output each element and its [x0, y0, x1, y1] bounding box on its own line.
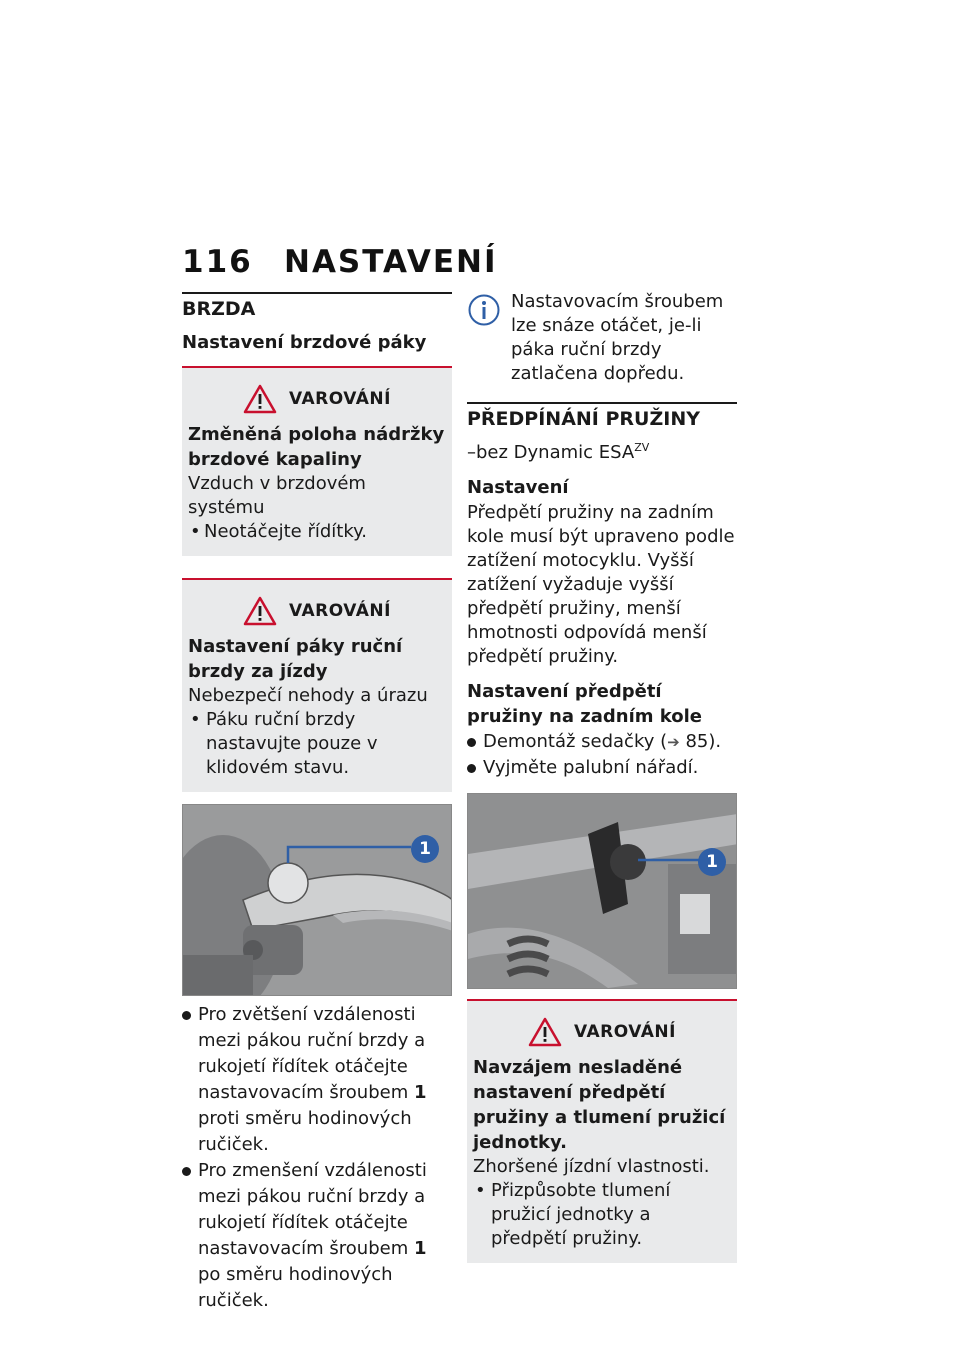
info-icon	[467, 293, 501, 327]
warning-triangle-icon	[528, 1017, 562, 1047]
chapter-title: NASTAVENÍ	[284, 244, 498, 280]
list-item: Pro zmenšení vzdálenosti mezi pákou ruční brzdy a rukojetí řídítek otáčejte nastavovacím šroubem 1 po směru hodinových ručiček.	[182, 1158, 452, 1314]
warning-title: Navzájem nesladěné nastavení předpětí pružiny a tlumení pružicí jednotky.	[473, 1057, 726, 1153]
warning-triangle-icon	[243, 596, 277, 626]
list-item: Demontáž sedačky (➔ 85).	[467, 729, 737, 755]
left-column	[182, 292, 452, 1314]
warning-bullet: • Neotáčejte řídítky.	[188, 520, 446, 544]
list-item: Pro zvětšení vzdálenosti mezi pákou ruční brzdy a rukojetí řídítek otáčejte nastavovacím šroubem 1 proti směru hodinových ručiček.	[182, 1002, 452, 1158]
section-title-spring: PŘEDPÍNÁNÍ PRUŽINY	[467, 408, 700, 430]
warning-box	[467, 1001, 737, 1263]
steps-list	[182, 1002, 452, 1314]
warning-label: VAROVÁNÍ	[289, 601, 391, 621]
right-column	[467, 290, 737, 1273]
warning-box	[182, 580, 452, 792]
info-note	[467, 290, 737, 386]
page-number: 116	[182, 244, 253, 280]
section-rule	[467, 402, 737, 404]
spring-preload-illustration	[468, 794, 737, 988]
page-reference-arrow-icon: ➔	[667, 733, 680, 751]
warning-title: Změněná poloha nádržky brzdové kapaliny	[188, 424, 445, 470]
warning-text: Zhoršené jízdní vlastnosti.	[473, 1156, 710, 1177]
warning-label: VAROVÁNÍ	[289, 389, 391, 409]
warning-header	[188, 378, 446, 420]
warning-triangle-icon	[243, 384, 277, 414]
list-item: Vyjměte palubní nářadí.	[467, 755, 737, 781]
brake-lever-illustration	[183, 805, 452, 995]
warning-bullet: • Páku ruční brzdy nastavujte pouze v klidovém stavu.	[188, 708, 446, 780]
info-text: Nastavovacím šroubem lze snáze otáčet, je-li páka ruční brzdy zatlačena dopředu.	[511, 291, 724, 384]
warning-header	[188, 590, 446, 632]
setting-text: Předpětí pružiny na zadním kole musí být upraveno podle zatížení motocyklu. Vyšší zatížení vyžaduje vyšší předpětí pružiny, menší hmotnosti odpovídá menší předpětí pružiny.	[467, 502, 735, 667]
variant-note: –bez Dynamic $ESA^{ZV}$	[467, 441, 650, 463]
section-title-brake: BRZDA	[182, 298, 256, 320]
warning-title: Nastavení páky ruční brzdy za jízdy	[188, 636, 403, 682]
warning-header	[473, 1011, 731, 1053]
warning-label: VAROVÁNÍ	[574, 1022, 676, 1042]
page-header	[182, 244, 498, 280]
warning-text: Nebezpečí nehody a úrazu	[188, 685, 428, 706]
setting-title: Nastavení	[467, 477, 569, 498]
section-rule	[182, 292, 452, 294]
callout-badge: 1	[698, 848, 726, 876]
warning-box	[182, 368, 452, 556]
rear-spring-title: Nastavení předpětí pružiny na zadním kole	[467, 681, 703, 727]
spring-preload-photo	[467, 793, 737, 989]
warning-bullet: • Přizpůsobte tlumení pružicí jednotky a předpětí pružiny.	[473, 1179, 731, 1251]
brake-lever-photo	[182, 804, 452, 996]
warning-text: Vzduch v brzdovém systému	[188, 473, 366, 518]
callout-badge: 1	[411, 835, 439, 863]
subsection-title: Nastavení brzdové páky	[182, 332, 427, 353]
